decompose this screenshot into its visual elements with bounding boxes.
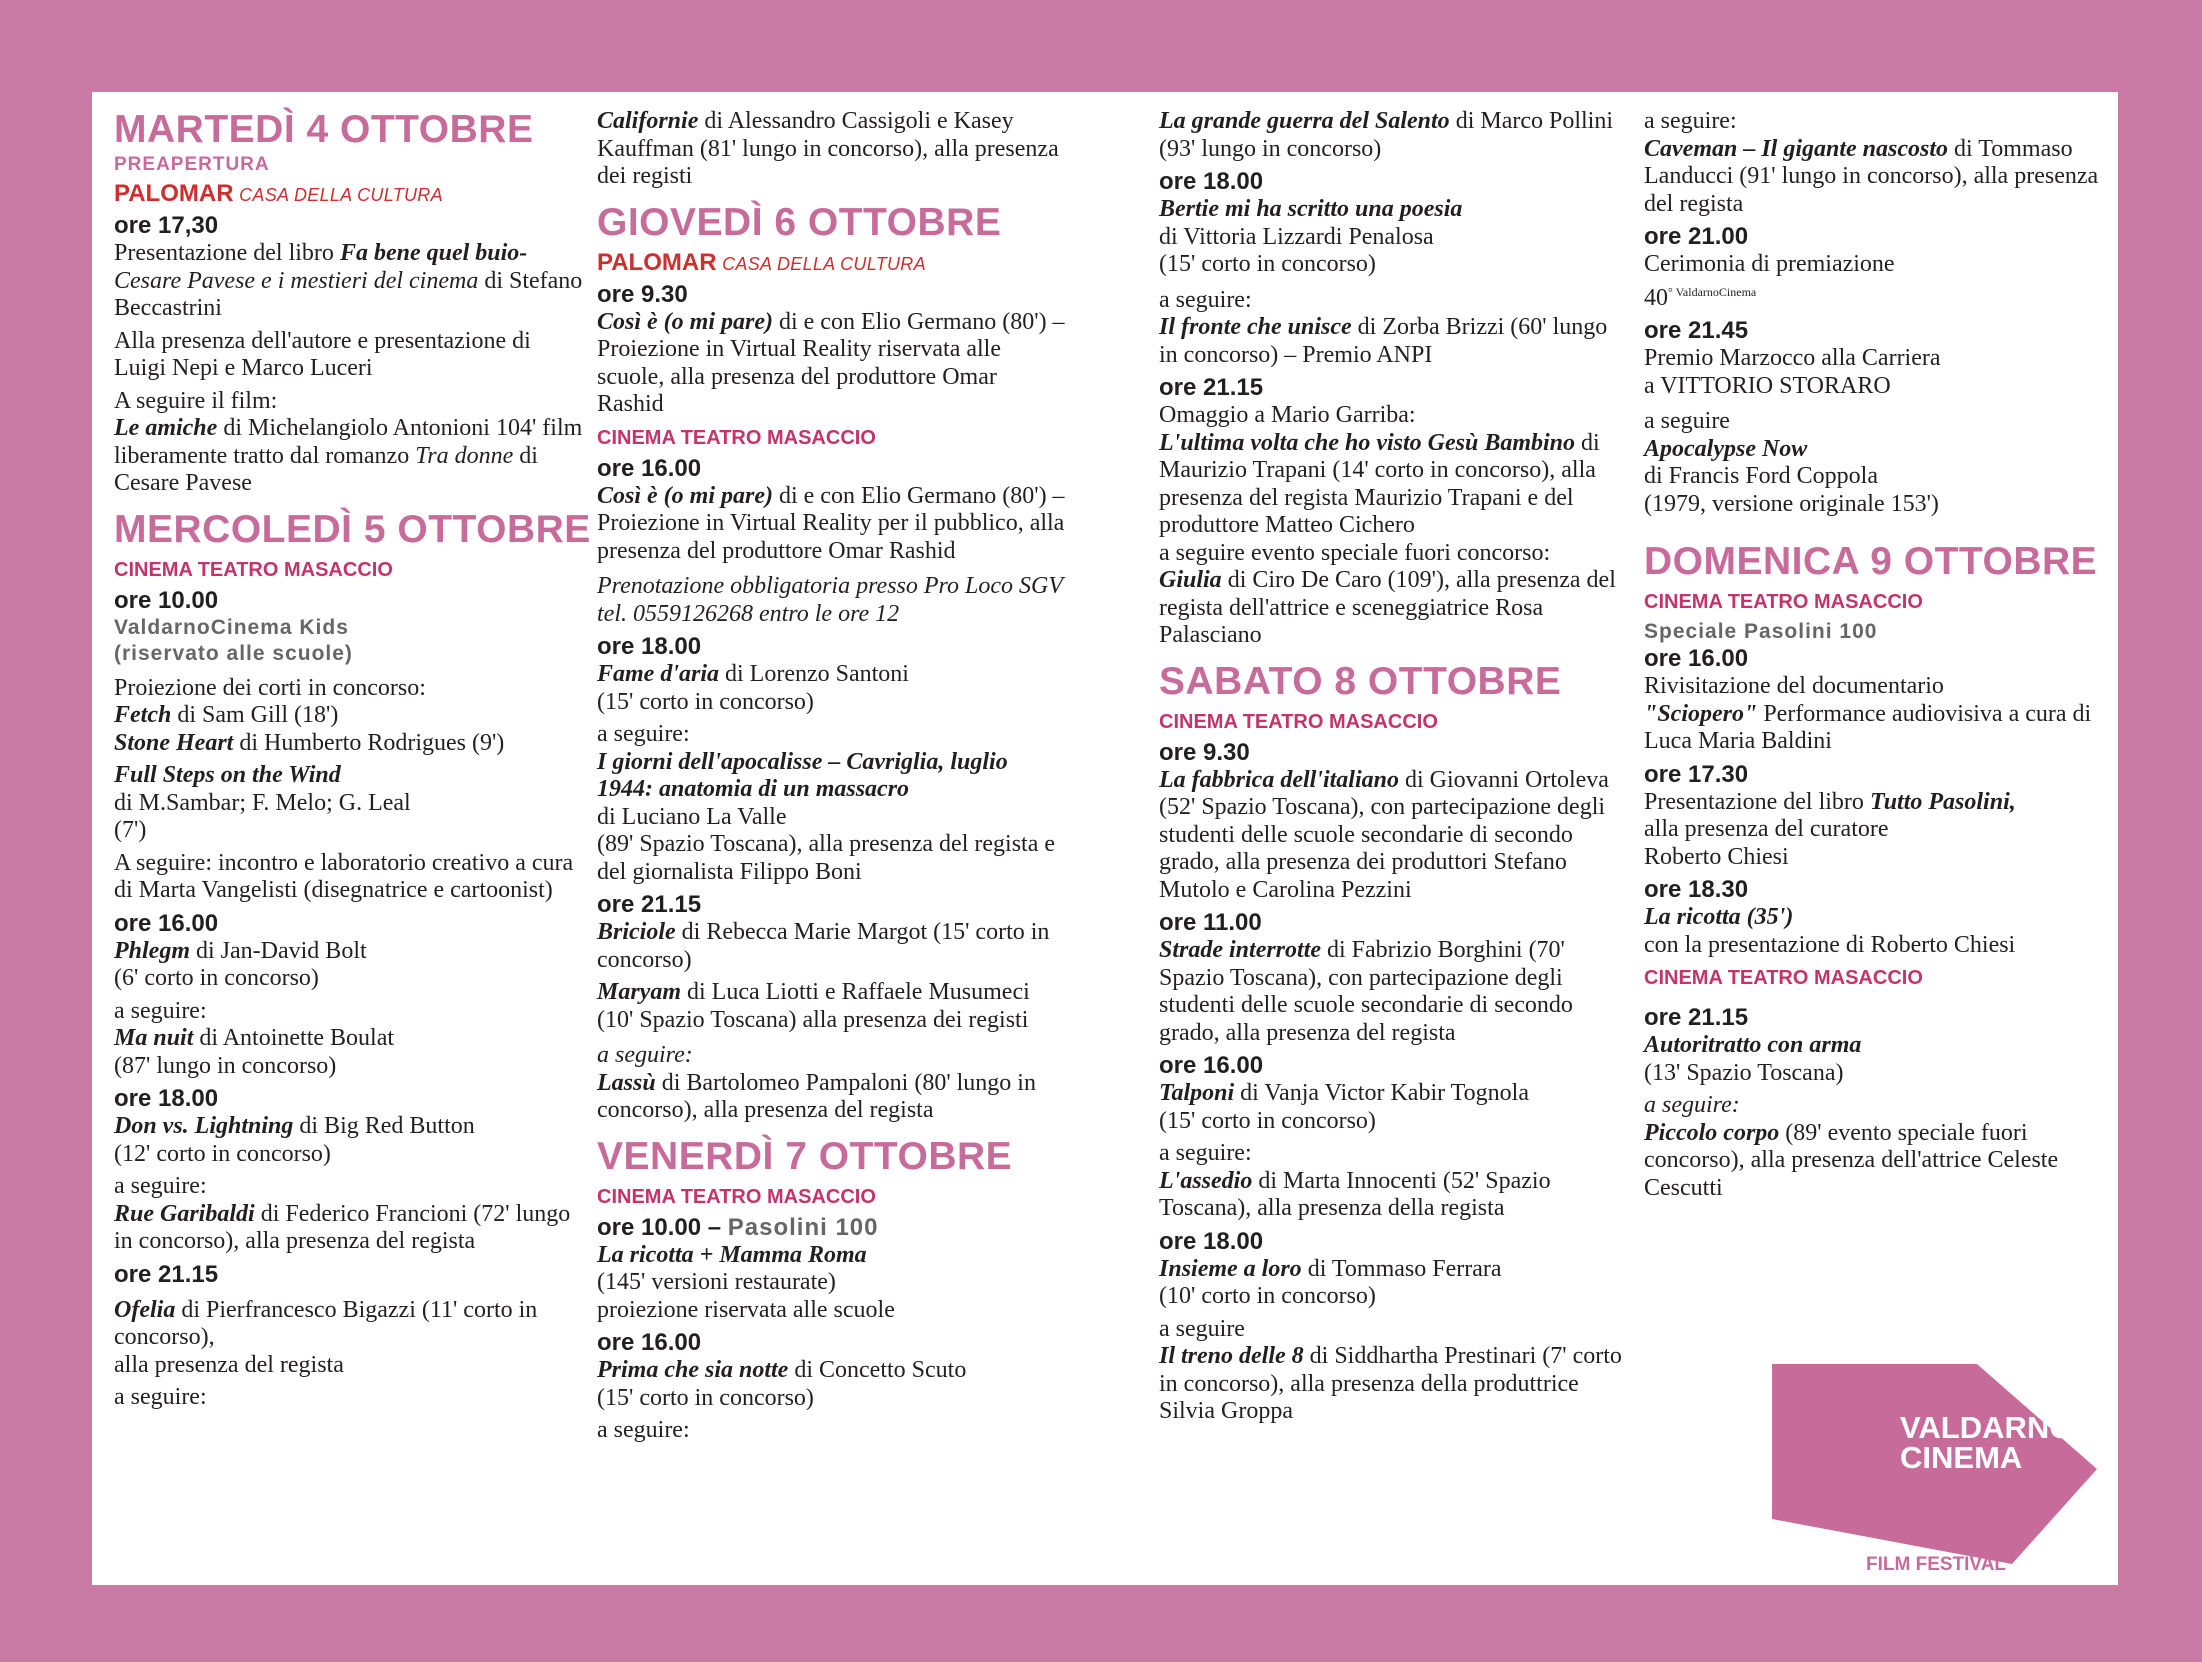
event-text: Insieme a loro di Tommaso Ferrara (10' corto in concorso) xyxy=(1159,1255,1502,1309)
venue-masaccio: CINEMA TEATRO MASACCIO xyxy=(1159,710,1438,733)
event-text: Omaggio a Mario Garriba: L'ultima volta che ho visto Gesù Bambino di Maurizio Trapani (14' corto in concorso), alla presenza del regista Maurizio Trapani e del produttore Matteo Cichero a seguire evento speciale fuori concorso: Giulia di Ciro De Caro (109'), alla presenza del regista dell'attrice e sceneggiatrice Rosa Palasciano xyxy=(1159,402,1616,648)
column-1 xyxy=(114,108,591,1417)
event-text: Don vs. Lightning di Big Red Button (12' corto in concorso) xyxy=(114,1113,475,1167)
event-text: a seguire: xyxy=(597,1417,690,1443)
time: ore 21.15 xyxy=(114,1260,219,1288)
event-text: a seguire: Lassù di Bartolomeo Pampaloni (80' lungo in concorso), alla presenza del regista xyxy=(597,1042,1036,1123)
event-text: Prima che sia notte di Concetto Scuto (15' corto in concorso) xyxy=(597,1357,967,1411)
day-heading-friday: VENERDÌ 7 OTTOBRE xyxy=(597,1134,1013,1178)
event-text: Briciole di Rebecca Marie Margot (15' corto in concorso) xyxy=(597,919,1050,973)
day-heading-thursday: GIOVEDÌ 6 OTTOBRE xyxy=(597,200,1002,244)
event-text: La fabbrica dell'italiano di Giovanni Ortoleva (52' Spazio Toscana), con partecipazione degli studenti delle scuole secondarie di secondo grado, alla presenza dei produttori Stefano Mutolo e Carolina Pezzini xyxy=(1159,766,1609,903)
event-text: Così è (o mi pare) di e con Elio Germano (80') – Proiezione in Virtual Reality per il pubblico, alla presenza del produttore Omar Rashid xyxy=(597,482,1065,564)
time: ore 11.00 xyxy=(1159,909,1262,936)
event-text: Cerimonia di premiazione $40^{^\circ ValdarnoCinema}$ xyxy=(1644,251,1895,311)
venue-masaccio: CINEMA TEATRO MASACCIO xyxy=(597,426,876,449)
venue-masaccio: CINEMA TEATRO MASACCIO xyxy=(1644,591,1923,613)
event-text: A seguire: incontro e laboratorio creativo a cura di Marta Vangelisti (disegnatrice e cartoonist) xyxy=(114,849,574,903)
time: ore 21.15 xyxy=(597,891,702,918)
kids-label: ValdarnoCinema Kids (riservato alle scuole) xyxy=(114,615,353,665)
time: ore 18.30 xyxy=(1644,876,1749,903)
event-text: La grande guerra del Salento di Marco Pollini (93' lungo in concorso) xyxy=(1159,108,1614,162)
pasolini-label: Speciale Pasolini 100 xyxy=(1644,620,1878,643)
logo-line2: CINEMA xyxy=(1900,1440,2023,1475)
event-text: Californie di Alessandro Cassigoli e Kasey Kauffman (81' lungo in concorso), alla presenza dei registi xyxy=(597,108,1059,189)
event-text: Strade interrotte di Fabrizio Borghini (70' Spazio Toscana), con partecipazione degli studenti delle scuole secondarie di secondo grado, alla presenza del regista xyxy=(1159,937,1573,1046)
time: ore 21.00 xyxy=(1644,223,1749,250)
column-4 xyxy=(1644,108,2114,1207)
time: ore 18.00 xyxy=(114,1085,219,1112)
event-text: a seguire: Ma nuit di Antoinette Boulat (87' lungo in concorso) xyxy=(114,997,395,1079)
event-text: Premio Marzocco alla Carriera a VITTORIO STORARO xyxy=(1644,345,1941,399)
event-text: a seguire: Caveman – Il gigante nascosto di Tommaso Landucci (91' lungo in concorso), alla presenza del regista xyxy=(1644,108,2099,217)
event-text: a seguire: Rue Garibaldi di Federico Francioni (72' lungo in concorso), alla presenza del regista xyxy=(114,1173,571,1254)
event-text: a seguire: I giorni dell'apocalisse – Cavriglia, luglio 1944: anatomia di un massacro di Luciano La Valle (89' Spazio Toscana), alla presenza del regista e del giornalista Filippo Boni xyxy=(597,721,1056,885)
event-text: a seguire: xyxy=(114,1384,207,1410)
event-text: A seguire il film: Le amiche di Michelangiolo Antonioni 104' film liberamente tratto dal romanzo Tra donne di Cesare Pavese xyxy=(114,387,583,496)
event-text: Phlegm di Jan-David Bolt (6' corto in concorso) xyxy=(114,937,367,991)
booking-note: Prenotazione obbligatoria presso Pro Loco SGV tel. 0559126268 entro le ore 12 xyxy=(597,573,1063,627)
event-text: Full Steps on the Wind di M.Sambar; F. Melo; G. Leal (7') xyxy=(114,762,411,843)
time: ore 18.00 xyxy=(597,633,702,660)
time: ore 9.30 xyxy=(1159,738,1250,766)
event-text: Bertie mi ha scritto una poesia di Vittoria Lizzardi Penalosa (15' corto in concorso) xyxy=(1159,196,1463,277)
event-text: a seguire: Piccolo corpo (89' evento speciale fuori concorso), alla presenza dell'attrice Celeste Cescutti xyxy=(1644,1092,2059,1201)
venue-masaccio: CINEMA TEATRO MASACCIO xyxy=(1644,967,1923,989)
venue-masaccio: CINEMA TEATRO MASACCIO xyxy=(597,1185,876,1208)
event-text: Così è (o mi pare) di e con Elio Germano (80') – Proiezione in Virtual Reality riservata alle scuole, alla presenza del produttore Omar Rashid xyxy=(597,308,1065,417)
time: ore 16.00 xyxy=(597,1329,702,1356)
column-3 xyxy=(1159,108,1629,1431)
event-text: a seguire: Il fronte che unisce di Zorba Brizzi (60' lungo in concorso) – Premio ANPI xyxy=(1159,286,1608,368)
program-sheet xyxy=(92,92,2118,1585)
event-text: Proiezione dei corti in concorso: Fetch di Sam Gill (18') Stone Heart di Humberto Rodrigues (9') xyxy=(114,674,505,756)
time: ore 18.00 xyxy=(1159,1227,1264,1255)
logo-line3: FILM FESTIVAL xyxy=(1866,1554,2007,1575)
event-text: La ricotta + Mamma Roma (145' versioni restaurate) proiezione riservata alle scuole xyxy=(597,1241,895,1323)
time: ore 10.00 xyxy=(114,586,219,614)
event-text: Presentazione del libro Tutto Pasolini, alla presenza del curatore Roberto Chiesi xyxy=(1644,788,2016,870)
event-text: a seguire Apocalypse Now di Francis Ford Coppola (1979, versione originale 153') xyxy=(1644,408,1939,517)
event-text: a seguire Il treno delle 8 di Siddhartha Prestinari (7' corto in concorso), alla presenza della produttrice Silvia Groppa xyxy=(1159,1315,1622,1424)
time: ore 21.15 xyxy=(1644,1004,1749,1031)
logo-line1: VALDARNO xyxy=(1900,1410,2074,1445)
time: ore 21.45 xyxy=(1644,317,1749,344)
event-text: Maryam di Luca Liotti e Raffaele Musumeci (10' Spazio Toscana) alla presenza dei registi xyxy=(597,979,1030,1033)
day-heading-saturday: SABATO 8 OTTOBRE xyxy=(1159,659,1562,703)
time: ore 17.30 xyxy=(1644,760,1749,788)
time: ore 16.00 xyxy=(114,909,219,937)
event-text: Rivisitazione del documentario "Sciopero" Performance audiovisiva a cura di Luca Maria Baldini xyxy=(1644,673,2092,754)
column-2 xyxy=(597,108,1067,1450)
time: ore 16.00 xyxy=(1644,645,1749,672)
valdarno-cinema-logo xyxy=(1752,1364,2118,1585)
event-text: Alla presenza dell'autore e presentazione di Luigi Nepi e Marco Luceri xyxy=(114,327,531,381)
time: ore 16.00 xyxy=(597,454,702,482)
time: ore 17,30 xyxy=(114,212,219,239)
event-text: a seguire: L'assedio di Marta Innocenti (52' Spazio Toscana), alla presenza della regista xyxy=(1159,1140,1551,1221)
venue-palomar: PALOMAR CASA DELLA CULTURA xyxy=(597,248,926,276)
time: ore 16.00 xyxy=(1159,1052,1264,1079)
event-text: Ofelia di Pierfrancesco Bigazzi (11' corto in concorso), alla presenza del regista xyxy=(114,1296,538,1378)
venue-masaccio: CINEMA TEATRO MASACCIO xyxy=(114,558,393,581)
venue-palomar: PALOMAR CASA DELLA CULTURA xyxy=(114,180,443,207)
event-text: Presentazione del libro Fa bene quel buio- Cesare Pavese e i mestieri del cinema di Stefano Beccastrini xyxy=(114,240,583,321)
day-heading-wednesday: MERCOLEDÌ 5 OTTOBRE xyxy=(114,507,591,551)
time: ore 9.30 xyxy=(597,280,688,308)
time: ore 21.15 xyxy=(1159,374,1264,401)
time: ore 18.00 xyxy=(1159,168,1264,195)
event-text: Fame d'aria di Lorenzo Santoni (15' corto in concorso) xyxy=(597,661,909,715)
event-text: Talponi di Vanja Victor Kabir Tognola (15' corto in concorso) xyxy=(1159,1080,1529,1134)
day-heading-sunday: DOMENICA 9 OTTOBRE xyxy=(1644,540,2098,583)
event-text: Autoritratto con arma (13' Spazio Toscana) xyxy=(1644,1032,1862,1086)
day-heading-tuesday: MARTEDÌ 4 OTTOBRE xyxy=(114,108,534,151)
event-text: La ricotta (35') con la presentazione di Roberto Chiesi xyxy=(1644,904,2016,958)
time: ore 10.00 – Pasolini 100 xyxy=(597,1213,879,1241)
preapertura-label: PREAPERTURA xyxy=(114,154,270,175)
